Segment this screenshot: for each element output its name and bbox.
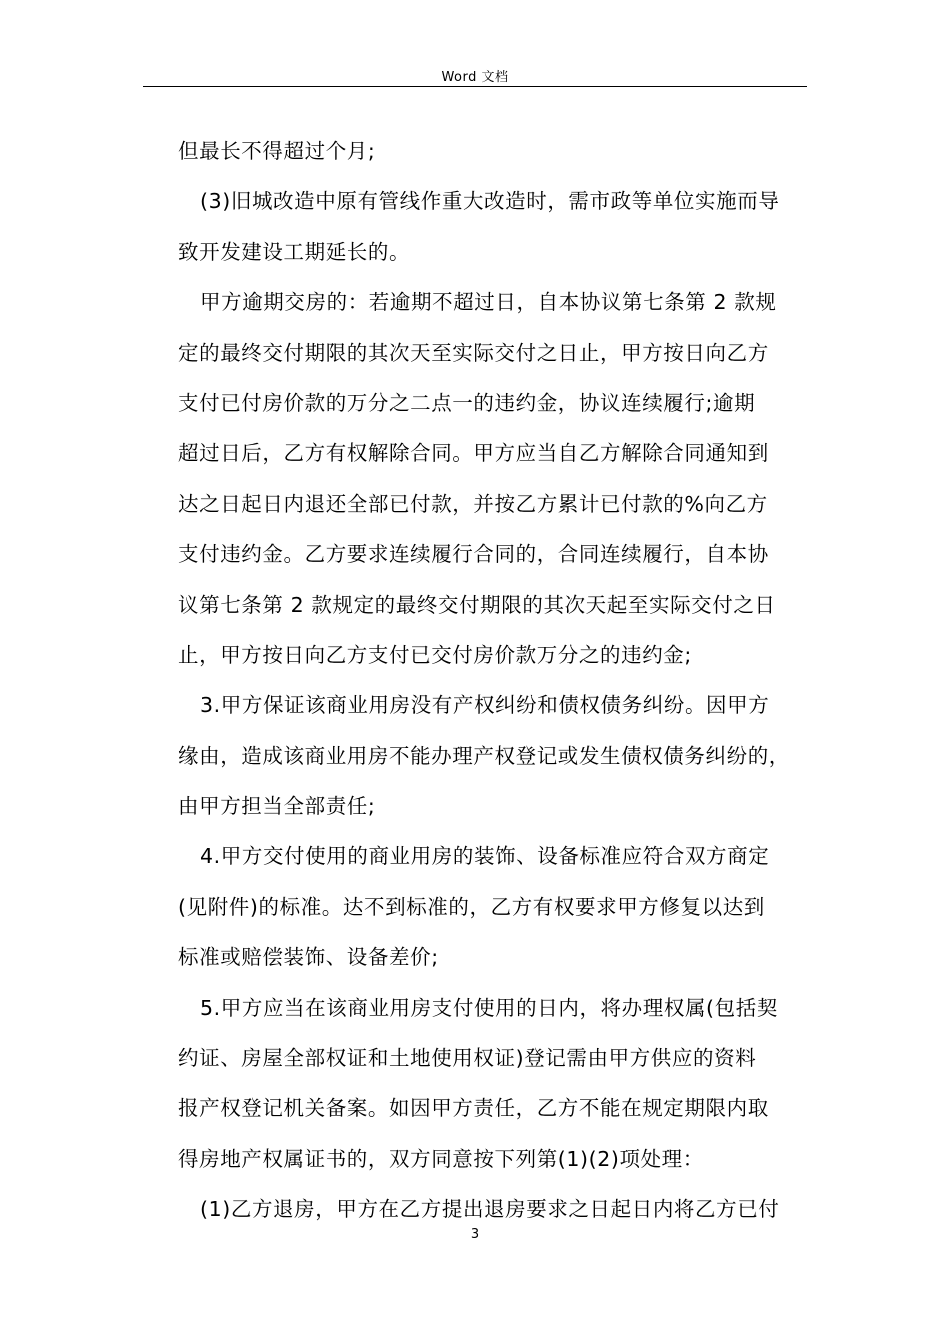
text-line: 约证、房屋全部权证和土地使用权证)登记需由甲方供应的资料 (178, 1046, 757, 1071)
text-line: 致开发建设工期延长的。 (178, 239, 411, 264)
text-line: (1)乙方退房，甲方在乙方提出退房要求之日起日内将乙方已付 (200, 1197, 780, 1222)
text-line: 甲方逾期交房的：若逾期不超过日，自本协议第七条第 2 款规 (200, 290, 777, 315)
header-rule (143, 86, 807, 87)
text-line: 议第七条第 2 款规定的最终交付期限的其次天起至实际交付之日 (178, 592, 776, 617)
text-line: 止，甲方按日向乙方支付已交付房价款万分之的违约金; (178, 642, 692, 667)
text-line: 支付已付房价款的万分之二点一的违约金，协议连续履行;逾期 (178, 390, 756, 415)
page-header: Word 文档 (441, 70, 509, 85)
page-number: 3 (470, 1227, 480, 1242)
document-body (178, 126, 818, 1235)
text-line: 标准或赔偿装饰、设备差价; (178, 945, 439, 970)
text-line: 缘由，造成该商业用房不能办理产权登记或发生债权债务纠纷的， (178, 743, 790, 768)
text-line: 达之日起日内退还全部已付款，并按乙方累计已付款的%向乙方 (178, 491, 768, 516)
text-line: 超过日后，乙方有权解除合同。甲方应当自乙方解除合同通知到 (178, 441, 769, 466)
text-line: (见附件)的标准。达不到标准的，乙方有权要求甲方修复以达到 (178, 894, 765, 919)
text-line: 5.甲方应当在该商业用房支付使用的日内，将办理权属(包括契 (200, 995, 778, 1020)
text-line: 支付违约金。乙方要求连续履行合同的，合同连续履行，自本协 (178, 542, 769, 567)
text-line: 定的最终交付期限的其次天至实际交付之日止，甲方按日向乙方 (178, 340, 769, 365)
text-line: 得房地产权属证书的，双方同意按下列第(1)(2)项处理： (178, 1146, 704, 1171)
text-line: 由甲方担当全部责任; (178, 794, 376, 819)
text-line: 但最长不得超过个月; (178, 139, 376, 163)
text-line: 4.甲方交付使用的商业用房的装饰、设备标准应符合双方商定 (200, 844, 770, 869)
text-line: 3.甲方保证该商业用房没有产权纠纷和债权债务纠纷。因甲方 (200, 693, 770, 718)
text-line: (3)旧城改造中原有管线作重大改造时，需市政等单位实施而导 (200, 189, 780, 214)
text-line: 报产权登记机关备案。如因甲方责任，乙方不能在规定期限内取 (178, 1096, 769, 1121)
